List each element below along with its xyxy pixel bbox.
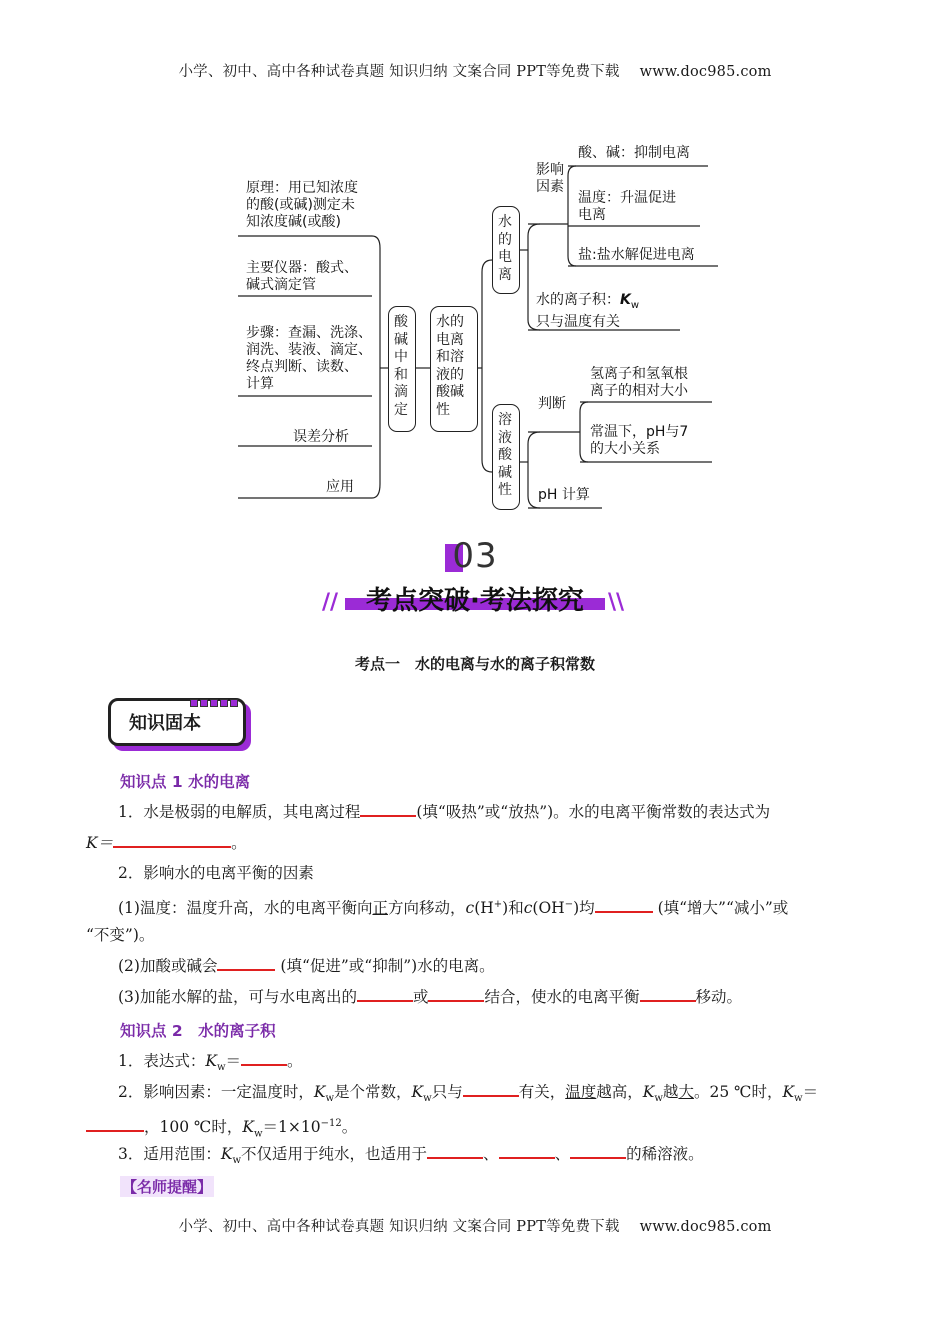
blank[interactable] — [595, 897, 653, 913]
blank[interactable] — [463, 1081, 519, 1097]
mm-text: 润洗、装液、滴定、 — [246, 342, 372, 358]
header-text: 小学、初中、高中各种试卷真题 知识归纳 文案合同 PPT等免费下载 — [178, 64, 620, 80]
mm-principle — [246, 180, 358, 231]
kp2-para2: 2．影响因素：一定温度时，$K_w$是个常数，$K_w$只与 有关，温度越高，$K_w$越大。25 ℃时，$K_w=$ — [118, 1083, 819, 1105]
mm-text: 终点判断、读数、 — [246, 359, 358, 375]
mm-instrument — [246, 260, 358, 294]
topic-title: 考点一 水的电离与水的离子积常数 — [354, 655, 595, 673]
teacher-tip-label: 【名师提醒】 — [122, 1178, 213, 1196]
blank[interactable] — [241, 1050, 287, 1066]
mm-judge-ratio: 氢离子和氢氧根 离子的相对大小 — [590, 366, 688, 399]
mm-solution-hub-text: 溶 液 酸 碱 性 — [498, 412, 512, 498]
section-number: 03 — [452, 536, 498, 576]
blank[interactable] — [113, 832, 231, 848]
badge-dots-icon — [190, 692, 240, 711]
mm-water-hub-text: 水 的 电 离 — [498, 214, 512, 283]
page-footer — [0, 1215, 950, 1236]
kp1-para1: 1．水是极弱的电解质，其电离过程 (填“吸热”或“放热”)。水的电离平衡常数的表达式为 — [118, 803, 771, 821]
kp1-para1-cont: K＝ 。 — [86, 834, 247, 852]
badge-label: 知识固本 — [129, 713, 201, 734]
mm-factors-label: 影响 因素 — [536, 162, 564, 195]
kp2-para3: 3．适用范围：$K_w$不仅适用于纯水，也适用于 、 、 的稀溶液。 — [118, 1145, 704, 1167]
slash-right-icon: \\ — [608, 590, 625, 615]
blank[interactable] — [570, 1143, 626, 1159]
mm-judge-label: 判断 — [538, 396, 566, 412]
mm-factor-salt: 盐:盐水解促进电离 — [578, 247, 695, 263]
kp1-para3-cont: “不变”)。 — [86, 926, 155, 944]
mm-text: 碱式滴定管 — [246, 277, 316, 293]
mm-left-hub-text: 酸 碱 中 和 滴 定 — [394, 314, 408, 418]
kp2-para1: 1．表达式：$K_w=$ 。 — [118, 1052, 303, 1074]
blank[interactable] — [357, 986, 413, 1002]
mm-center-text: 水的 电离 和溶 液的 酸碱 性 — [436, 314, 464, 418]
mm-steps — [246, 325, 372, 393]
slash-left-icon: // — [322, 590, 339, 615]
footer-text: 小学、初中、高中各种试卷真题 知识归纳 文案合同 PPT等免费下载 — [178, 1219, 620, 1235]
blank[interactable] — [640, 986, 696, 1002]
kp1-para2: 2．影响水的电离平衡的因素 — [118, 864, 314, 882]
mm-text: 计算 — [246, 376, 274, 392]
kp1-para3: (1)温度：温度升高，水的电离平衡向正方向移动，c(H+)和c(OH−)均 (填“增大”“减小”或 — [118, 899, 789, 918]
mm-text: 原理：用已知浓度 — [246, 180, 358, 196]
kp2-title: 知识点 2 水的离子积 — [120, 1022, 276, 1040]
blank[interactable] — [499, 1143, 555, 1159]
mm-text: 的酸(或碱)测定未 — [246, 197, 355, 213]
mm-judge-normal-temp: 常温下，pH与7 的大小关系 — [590, 424, 689, 457]
kp2-para2-cont: ，100 ℃时，$K_w=1\times 10^{-12}$。 — [86, 1108, 868, 1149]
section-title: 考点突破·考法探究 — [366, 586, 584, 616]
blank[interactable] — [427, 1143, 483, 1159]
blank[interactable] — [428, 986, 484, 1002]
header-url[interactable]: www.doc985.com — [639, 64, 772, 80]
mm-factor-acid-base: 酸、碱：抑制电离 — [578, 145, 690, 161]
mm-ph-calc: pH 计算 — [538, 487, 590, 503]
mindmap-lines — [0, 0, 950, 530]
footer-url[interactable]: www.doc985.com — [639, 1219, 772, 1235]
blank[interactable] — [86, 1116, 144, 1132]
mm-factor-temperature: 温度：升温促进 电离 — [578, 190, 676, 223]
mm-error: 误差分析 — [293, 429, 349, 445]
blank[interactable] — [217, 955, 275, 971]
kp1-title: 知识点 1 水的电离 — [120, 773, 251, 791]
mm-text: 主要仪器：酸式、 — [246, 260, 358, 276]
kp1-para5: (3)加能水解的盐，可与水电离出的 或 结合，使水的电离平衡 移动。 — [118, 988, 743, 1006]
kp1-para4: (2)加酸或碱会 (填“促进”或“抑制”)水的电离。 — [118, 957, 495, 975]
mm-application: 应用 — [326, 479, 354, 495]
blank[interactable] — [360, 801, 416, 817]
mm-text: 步骤：查漏、洗涤、 — [246, 325, 372, 341]
mm-text: 知浓度碱(或酸) — [246, 214, 341, 230]
mm-ion-product: 水的离子积：$K_w$ 只与温度有关 — [536, 292, 640, 330]
